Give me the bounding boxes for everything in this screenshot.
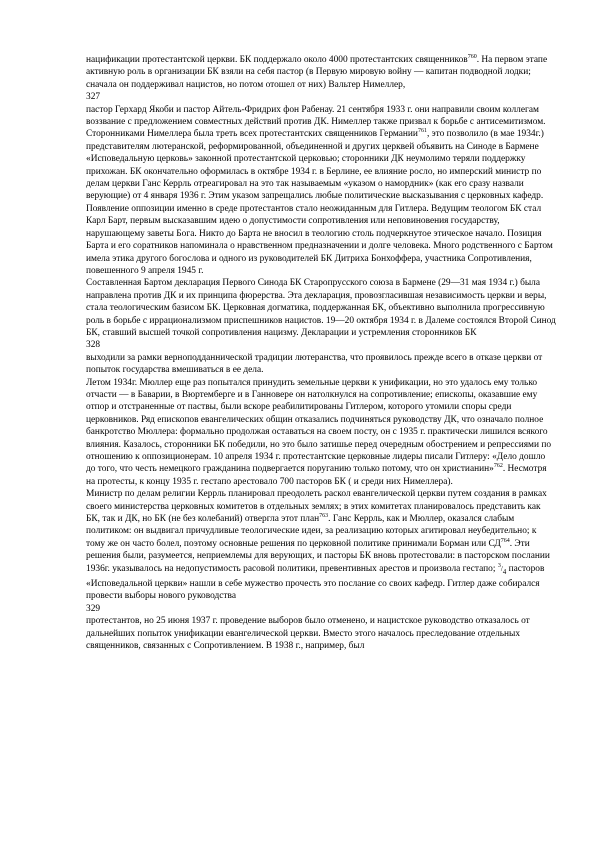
page-number: 329 [86,603,101,614]
paragraph [86,377,556,489]
text-run: пастор Герхард Якоби и пастор Айтель-Фридрих фон Рабенау. 21 сентября 1933 г. они направили своим коллегам воззвание с предложением совместных действий против ДК. Нимеллер также призвал к борьбе с антисемитизмом. Сторонниками Нимеллера была треть всех протестантских священников Германии [86,104,546,140]
paragraph [86,352,556,377]
paragraph [86,277,556,339]
footnote-ref: 763 [319,512,329,519]
text-run: пасторов «Исповедальной церкви» нашли в себе мужество прочесть это послание со своих кафедр. Гитлер даже собирался провести выборы нового руководства [86,563,545,602]
page-number: 327 [86,92,101,103]
text-run: , это позволило (в мае 1934г.) представителям лютеранской, реформированной, объединенной и других церквей объявить на Синоде в Бармене «Исповедальную церковь» законной протестантской церковью; сторонники ДК неумолимо теряли поддержку прихожан. БК окончательно оформилась в октябре 1934 г. в Берлине, ее влияние росло, но имперский министр по делам церкви Ганс Керрль отреагировал на это так называемым «указом о намордник» (как его сразу назвали верующие) от 4 января 1936 г. Этим указом запрещались любые политические высказывания с церковных кафедр. [86,129,544,202]
footnote-ref: 762 [493,463,503,470]
text-run: Летом 1934г. Мюллер еще раз попытался принудить земельные церкви к унификации, но это удалось ему только отчасти — в Баварии, в Вюртемберге и в Ганновере он натолкнулся на сопротивление; епископы, оказавшие ему отпор и отстраненные от паствы, были вскоре реабилитированы Гитлером, которого утомили споры среди церковников. Ряд епископов евангелических общин отказались подчиняться руководству ДК, что означало полное банкротство Мюллера: формально продолжая оставаться на своем посту, он с 1935 г. практически лишился всякого влияния. Казалось, сторонники БК победили, но это было затишье перед очередным обострением и репрессиями по отношению к оппозиционерам. 10 апреля 1934 г. протестантские церковные лидеры писали Гитлеру: «Дело дошло до того, что честь немецкого гражданина подвергается поруганию только потому, что он христианин» [86,377,552,475]
paragraph [86,54,556,91]
text-run: Министр по делам религии Керрль планировал преодолеть раскол евангелической церкви путем создания в рамках своего министерства церковных комитетов в отдельных землях; в этих комитетах планировалось представить как БК, так и ДК, но БК (не без колебаний) отвергла этот план [86,489,547,525]
text-run: . Эти решения были, разумеется, неприемлемы для верующих, и пасторы БК вновь протестовали: в пасторском послании 1936г. указывалось на недопустимость расовой политики, превентивных арестов и произвола гестапо; [86,538,550,574]
text-run: . Ганс Керрль, как и Мюллер, оказался слабым политиком: он выдвигал причудливые теологические идеи, за реализацию которых агитировал неубедительно; к тому же он часто болел, поэтому основные решения по церковной политике принимали Борман или СД [86,514,537,549]
paragraph [86,203,556,277]
fraction-part: 4 [502,567,507,576]
paragraph [86,488,556,603]
footnote-ref: 761 [417,128,427,135]
text-run: . На первом этапе активную роль в организации БК взяли на себя пастор (в Первую мировую войну — капитан подводной лодки; сначала он поддерживал нацистов, но потом отошел от них) Вальтер Нимеллер, [86,55,548,90]
text-run: нацификации протестантской церкви. БК поддержало около 4000 протестантских священников [86,55,468,65]
text-run: Появление оппозиции именно в среде протестантов стало неожиданным для Гитлера. Ведущим теологом БК стал Карл Барт, первым высказавшим идею о допустимости сопротивления или неповиновения государству, нарушающему заветы Бога. Никто до Барта не вносил в теологию столь подчеркнутое этическое начало. Позиция Барта и его соратников напоминала о нравственном предназначении и долге человека. Много родственного с Бартом имела этика другого богослова и одного из руководителей БК Дитриха Бонхоффера, участника Сопротивления, повешенного 9 апреля 1945 г. [86,203,553,276]
footnote-ref: 3 [497,562,501,569]
text-run: выходили за рамки верноподданнической традиции лютеранства, что проявилось прежде всего в отказе церкви от попыток государства вмешиваться в ее дела. [86,352,543,376]
document-page [86,54,556,652]
page-number: 328 [86,340,101,351]
text-run: протестантов, но 25 июня 1937 г. проведение выборов было отменено, и нацистское руководство отказалось от дальнейших попыток унификации евангелической церкви. Вместо этого началось преследование отдельных священников, связанных с Сопротивлением. В 1938 г., например, был [86,616,530,651]
text-run: Составленная Бартом декларация Первого Синода БК Старопрусского союза в Бармене (29—31 мая 1934 г.) была направлена против ДК и их принципа фюрерства. Эта декларация, провозгласившая независимость церкви и веры, стала теологическим базисом БК. Церковная догматика, поддержанная БК, объективно выполнила прогрессивную роль в борьбе с иррационализмом приспешников нацистов. 19—20 октября 1934 г. в Далеме состоялся Второй Синод БК, ставший высшей точкой сопротивления нацизму. Декларации и устремления сторонников БК [86,278,556,338]
text-run: . Несмотря на протесты, к концу 1935 г. гестапо арестовало 700 пасторов БК ( и среди них Нимеллера). [86,464,547,487]
paragraph [86,104,556,203]
footnote-ref: 764 [500,537,510,544]
fraction-slash: / [500,564,503,573]
paragraph [86,615,556,652]
footnote-ref: 760 [467,53,477,60]
